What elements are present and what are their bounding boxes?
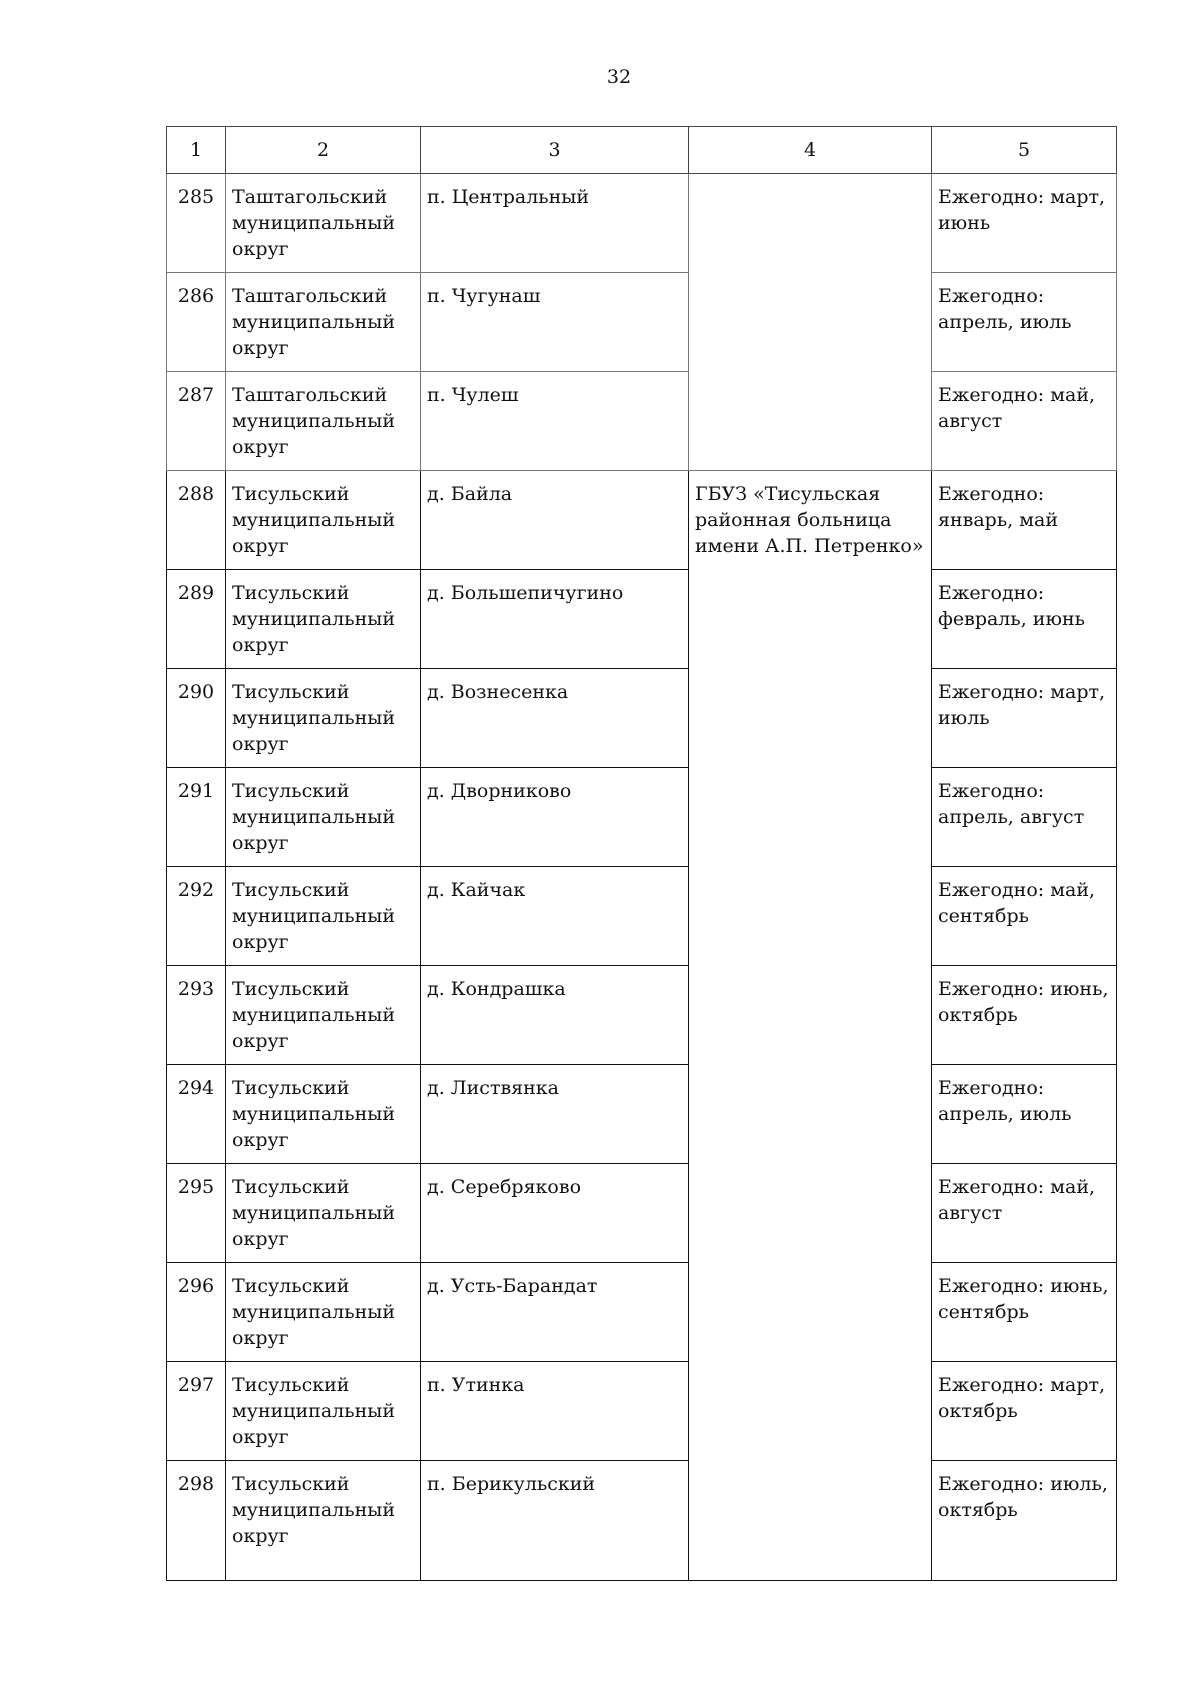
district-cell: Таштагольский муниципальный округ [226, 174, 421, 273]
schedule-cell: Ежегодно: март, октябрь [932, 1362, 1117, 1461]
settlement-cell: д. Дворниково [421, 768, 689, 867]
row-number: 292 [167, 867, 226, 966]
organization-cell: ГБУЗ «Тисульская районная больница имени А.П. Петренко» [689, 471, 932, 1581]
district-cell: Тисульский муниципальный округ [226, 1065, 421, 1164]
table-row [167, 273, 1117, 372]
table-row [167, 867, 1117, 966]
table-row [167, 570, 1117, 669]
schedule-cell: Ежегодно: апрель, июль [932, 273, 1117, 372]
settlement-cell: п. Центральный [421, 174, 689, 273]
settlement-cell: д. Байла [421, 471, 689, 570]
page-number: 32 [606, 66, 632, 88]
settlement-cell: п. Чулеш [421, 372, 689, 471]
row-number: 294 [167, 1065, 226, 1164]
column-header: 2 [226, 127, 421, 174]
row-number: 288 [167, 471, 226, 570]
schedule-cell: Ежегодно: март, июль [932, 669, 1117, 768]
table-row [167, 1065, 1117, 1164]
district-cell: Тисульский муниципальный округ [226, 1461, 421, 1581]
row-number: 297 [167, 1362, 226, 1461]
district-cell: Тисульский муниципальный округ [226, 867, 421, 966]
district-cell: Таштагольский муниципальный округ [226, 273, 421, 372]
district-cell: Тисульский муниципальный округ [226, 471, 421, 570]
column-header: 3 [421, 127, 689, 174]
district-cell: Тисульский муниципальный округ [226, 570, 421, 669]
schedule-cell: Ежегодно: май, август [932, 372, 1117, 471]
row-number: 296 [167, 1263, 226, 1362]
schedule-cell: Ежегодно: март, июнь [932, 174, 1117, 273]
settlement-cell: д. Листвянка [421, 1065, 689, 1164]
schedule-cell: Ежегодно: май, август [932, 1164, 1117, 1263]
schedule-cell: Ежегодно: июнь, сентябрь [932, 1263, 1117, 1362]
row-number: 286 [167, 273, 226, 372]
district-cell: Тисульский муниципальный округ [226, 1164, 421, 1263]
row-number: 298 [167, 1461, 226, 1581]
table-row [167, 1362, 1117, 1461]
header-row [167, 127, 1117, 174]
table-row [167, 768, 1117, 867]
column-header: 4 [689, 127, 932, 174]
settlement-cell: п. Чугунаш [421, 273, 689, 372]
schedule-cell: Ежегодно: февраль, июнь [932, 570, 1117, 669]
settlement-cell: д. Вознесенка [421, 669, 689, 768]
organization-cell [689, 174, 932, 471]
table-row [167, 174, 1117, 273]
settlement-cell: п. Утинка [421, 1362, 689, 1461]
schedule-cell: Ежегодно: июль, октябрь [932, 1461, 1117, 1581]
settlement-cell: д. Кайчак [421, 867, 689, 966]
row-number: 293 [167, 966, 226, 1065]
settlement-cell: д. Серебряково [421, 1164, 689, 1263]
schedule-cell: Ежегодно: апрель, август [932, 768, 1117, 867]
table-row [167, 669, 1117, 768]
schedule-cell: Ежегодно: май, сентябрь [932, 867, 1117, 966]
settlement-cell: п. Берикульский [421, 1461, 689, 1581]
column-header: 5 [932, 127, 1117, 174]
schedule-cell: Ежегодно: июнь, октябрь [932, 966, 1117, 1065]
row-number: 295 [167, 1164, 226, 1263]
table-row [167, 1461, 1117, 1581]
district-cell: Таштагольский муниципальный округ [226, 372, 421, 471]
settlement-cell: д. Большепичугино [421, 570, 689, 669]
district-cell: Тисульский муниципальный округ [226, 669, 421, 768]
district-cell: Тисульский муниципальный округ [226, 966, 421, 1065]
settlement-cell: д. Усть-Барандат [421, 1263, 689, 1362]
table-row [167, 1263, 1117, 1362]
district-cell: Тисульский муниципальный округ [226, 1362, 421, 1461]
column-header: 1 [167, 127, 226, 174]
row-number: 291 [167, 768, 226, 867]
schedule-cell: Ежегодно: апрель, июль [932, 1065, 1117, 1164]
row-number: 287 [167, 372, 226, 471]
row-number: 285 [167, 174, 226, 273]
table-row [167, 966, 1117, 1065]
schedule-table [166, 126, 1117, 1581]
table-row [167, 1164, 1117, 1263]
district-cell: Тисульский муниципальный округ [226, 768, 421, 867]
table-row [167, 471, 1117, 570]
schedule-cell: Ежегодно: январь, май [932, 471, 1117, 570]
row-number: 290 [167, 669, 226, 768]
district-cell: Тисульский муниципальный округ [226, 1263, 421, 1362]
table-row [167, 372, 1117, 471]
settlement-cell: д. Кондрашка [421, 966, 689, 1065]
row-number: 289 [167, 570, 226, 669]
